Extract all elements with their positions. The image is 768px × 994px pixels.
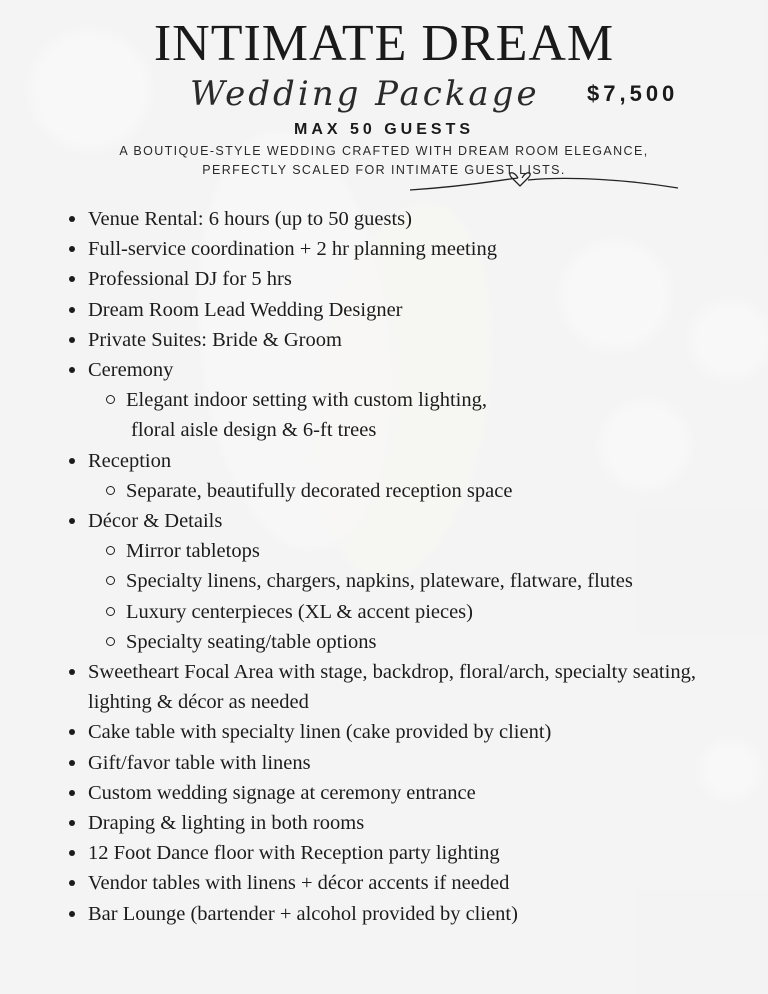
list-item-ceremony	[58, 355, 748, 446]
script-subtitle: Wedding Package	[190, 74, 540, 114]
list-item: Sweetheart Focal Area with stage, backdrop, floral/arch, specialty seating, lighting & décor as needed	[58, 657, 748, 717]
list-item-label: Ceremony	[88, 359, 174, 382]
sub-item: Luxury centerpieces (XL & accent pieces)	[88, 597, 748, 627]
sub-item: Specialty linens, chargers, napkins, plateware, flatware, flutes	[88, 566, 748, 596]
list-item: Gift/favor table with linens	[58, 748, 748, 778]
list-item: Draping & lighting in both rooms	[58, 808, 748, 838]
list-item: Private Suites: Bride & Groom	[58, 325, 748, 355]
list-item: Full-service coordination + 2 hr planning meeting	[58, 234, 748, 264]
reception-sublist	[88, 476, 748, 506]
list-item: Cake table with specialty linen (cake provided by client)	[58, 717, 748, 747]
list-item-label: Reception	[88, 449, 172, 472]
sub-item: Mirror tabletops	[88, 536, 748, 566]
max-guests: MAX 50 GUESTS	[293, 121, 475, 138]
inclusions-list	[58, 204, 748, 929]
subtitle-row	[0, 70, 768, 114]
package-price: $7,500	[587, 81, 679, 106]
list-item: Custom wedding signage at ceremony entrance	[58, 778, 748, 808]
sub-item: Separate, beautifully decorated reception space	[88, 476, 748, 506]
list-item-label: Décor & Details	[88, 510, 223, 533]
sub-item-line: floral aisle design & 6-ft trees	[131, 419, 377, 442]
heart-flourish-icon	[410, 166, 680, 196]
sub-item: Specialty seating/table options	[88, 627, 748, 657]
package-title: INTIMATE DREAM	[153, 15, 615, 72]
list-item: Professional DJ for 5 hrs	[58, 264, 748, 294]
list-item: Bar Lounge (bartender + alcohol provided by client)	[58, 899, 748, 929]
sub-item	[88, 385, 748, 445]
tagline: A BOUTIQUE-STYLE WEDDING CRAFTED WITH DREAM ROOM ELEGANCE, PERFECTLY SCALED FOR INTIMATE GUEST LISTS.	[119, 144, 649, 177]
list-item: 12 Foot Dance floor with Reception party lighting	[58, 838, 748, 868]
list-item: Dream Room Lead Wedding Designer	[58, 295, 748, 325]
list-item: Venue Rental: 6 hours (up to 50 guests)	[58, 204, 748, 234]
decor-sublist	[88, 536, 748, 657]
list-item-reception	[58, 446, 748, 506]
sub-item-line: Elegant indoor setting with custom lighting,	[126, 389, 487, 412]
list-item-decor	[58, 506, 748, 657]
ceremony-sublist	[88, 385, 748, 445]
list-item: Vendor tables with linens + décor accents if needed	[58, 868, 748, 898]
